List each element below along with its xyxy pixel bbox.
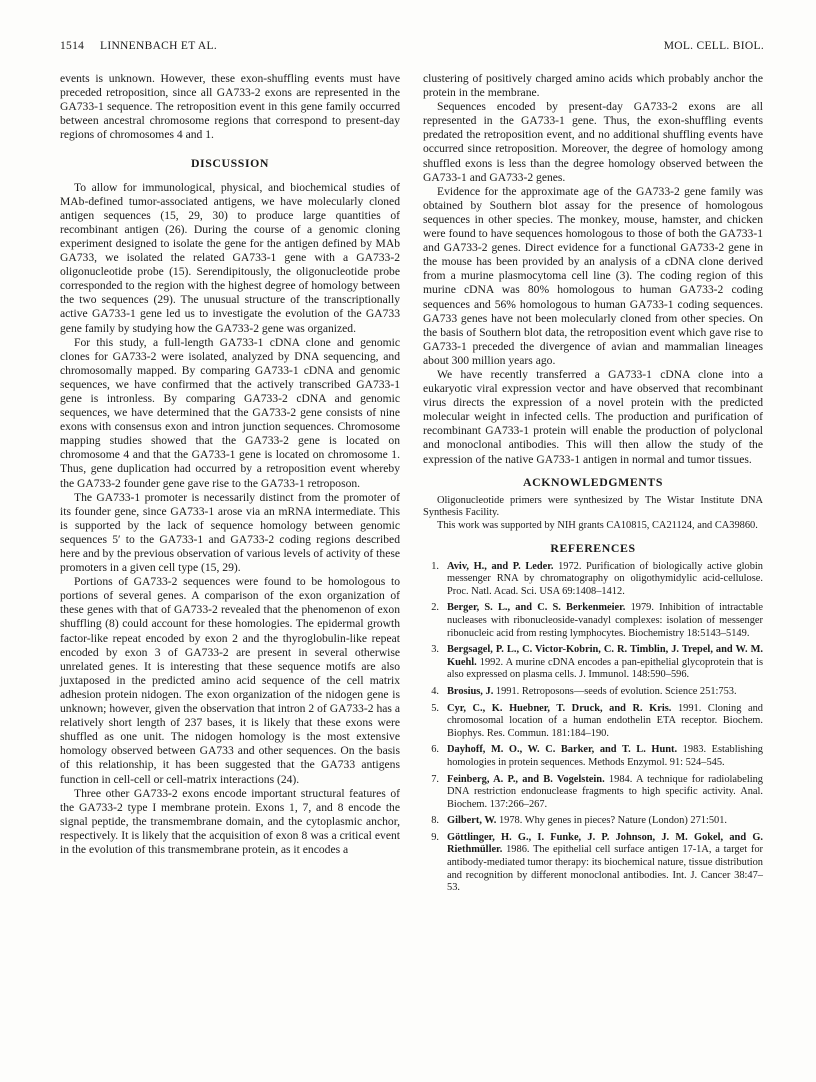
page-number: 1514 (60, 40, 85, 52)
reference-number: 4. (431, 685, 439, 697)
reference-authors: Gilbert, W. (447, 815, 497, 827)
discussion-heading: DISCUSSION (190, 156, 270, 171)
journal-name: MOL. CELL. BIOL. (663, 40, 764, 52)
discussion-paragraph-7: Evidence for the approximate age of the GA733-2 gene family was obtained by Southern blot assay for the presence of homologous sequences in other species. The monkey, mouse, hamster, and chicken were found to have sequences homologous to those of both the GA733-1 and GA733-2 genes. Direct evidence for a functional GA733-2 gene in the mouse has been provided by an analysis of a cDNA clone derived from a murine plasmocytoma cell line (3). The coding region of this murine cDNA was 80% homologous to human GA733-2 coding sequences and 56% homologous to human GA733-1 coding sequences. GA733 genes have not been molecularly cloned from other species. On the basis of Southern blot data, the retroposition event which gave rise to GA733-1 preceded the divergence of avian and mammalian lineages about 300 million years ago. (423, 184, 763, 367)
reference-authors: Bergsagel, P. L., C. Victor-Kobrin, C. R. Timblin, J. Trepel, and W. M. Kuehl. (447, 644, 763, 668)
reference-list (423, 561, 763, 895)
discussion-paragraph-2: For this study, a full-length GA733-1 cDNA clone and genomic clones for GA733-2 were isolated, analyzed by DNA sequencing, and chromosomally mapped. By comparing GA733-1 cDNA and genomic sequences, we have confirmed that the actively transcribed GA733-1 gene is intronless. By comparing GA733-2 cDNA and genomic sequences, we have determined that the GA733-2 gene consists of nine exons with consensus exon and intron junction sequences. Chromosome mapping studies showed that the GA733-2 gene is located on chromosome 4 and that the GA733-1 gene is located on chromosome 1. Thus, gene duplication had occurred by a retroposition event whereby the GA733-2 founder gene gave rise to the GA733-1 retroposon. (60, 335, 400, 490)
reference-authors: Aviv, H., and P. Leder. (447, 560, 554, 572)
reference-item (423, 602, 763, 640)
reference-item (423, 832, 763, 895)
reference-number: 3. (431, 644, 439, 656)
reference-authors: Dayhoff, M. O., W. C. Barker, and T. L. Hunt. (447, 744, 678, 756)
reference-item (423, 744, 763, 769)
ack-paragraph-2: This work was supported by NIH grants CA10815, CA21124, and CA39860. (437, 519, 758, 531)
reference-authors: Göttlinger, H. G., I. Funke, J. P. Johnson, J. M. Gokel, and G. Riethmüller. (447, 831, 763, 856)
discussion-paragraph-1: To allow for immunological, physical, and biochemical studies of MAb-defined tumor-associated antigens, we have molecularly cloned antigen sequences (15, 29, 30) to produce large quantities of recombinant antigen (26). During the course of a genomic cloning experiment designed to isolate the gene for the antigen defined by MAb GA733, we isolated the related GA733-1 gene with a GA733-2 oligonucleotide probe (15). Serendipitously, the oligonucleotide probe corresponded to the region with the highest degree of homology between the two sequences (29). The unusual structure of the transcriptionally active GA733-1 gene led us to investigate the evolution of the GA733 gene family by studying how the GA733-2 gene was organized. (60, 180, 400, 335)
reference-number: 7. (431, 773, 439, 785)
running-header (60, 40, 764, 58)
reference-text: 1992. A murine cDNA encodes a pan-epithelial glycoprotein that is also expressed on plasma cells. J. Immunol. 148:590–596. (447, 656, 763, 681)
reference-number: 8. (431, 815, 439, 827)
continued-paragraph: events is unknown. However, these exon-shuffling events must have preceded retroposition, since all GA733-2 exons are represented in the GA733-1 sequence. The retroposition event in this gene family occurred between ancestral chromosome regions that correspond to present-day regions of chromosomes 4 and 1. (60, 72, 400, 142)
reference-item (423, 561, 763, 599)
reference-item (423, 774, 763, 812)
acknowledgments (423, 495, 763, 533)
reference-text: 1972. Purification of biologically active globin messenger RNA by chromatography on oligothymidylic acid-cellulose. Proc. Natl. Acad. Sci. USA 69:1408–1412. (447, 560, 763, 597)
reference-number: 1. (431, 560, 439, 572)
reference-authors: Cyr, C., K. Huebner, T. Druck, and R. Kris. (447, 702, 672, 714)
reference-text: 1986. The epithelial cell surface antigen 17-1A, a target for antibody-mediated tumor therapy: its biochemical nature, tissue distribution and recognition by different monoclonal antibodies. Int. J. Cancer 38:47–53. (447, 844, 763, 894)
reference-text: 1978. Why genes in pieces? Nature (London) 271:501. (496, 815, 728, 827)
reference-text: 1983. Establishing homologies in protein sequences. Methods Enzymol. 91: 524–545. (447, 744, 764, 768)
references-heading: REFERENCES (550, 540, 636, 555)
continued-paragraph-right: clustering of positively charged amino acids which probably anchor the protein in the membrane. (423, 72, 763, 100)
reference-authors: Brosius, J. (447, 685, 494, 697)
acknowledgments-heading: ACKNOWLEDGMENTS (522, 474, 664, 489)
reference-number: 9. (431, 831, 439, 843)
discussion-paragraph-6: Sequences encoded by present-day GA733-2 exons are all represented in the GA733-1 gene. Thus, the exon-shuffling events predated the retroposition event, and no additional shuffling events have occurred since retroposition. Moreover, the degree of homology among shuffled exons is less than the degree homology observed between the GA733-1 and GA733-2 genes. (423, 100, 763, 184)
reference-number: 5. (431, 702, 439, 714)
reference-number: 6. (431, 744, 439, 756)
reference-text: 1979. Inhibition of intractable nucleases with ribonucleoside-vanadyl complexes: isolation of messenger ribonucleic acid from resting lymphocytes. Biochemistry 18:5143–5149. (447, 602, 763, 639)
ack-paragraph-1: Oligonucleotide primers were synthesized by The Wistar Institute DNA Synthesis Facility. (423, 494, 763, 519)
left-column (60, 72, 400, 857)
discussion-paragraph-3: The GA733-1 promoter is necessarily distinct from the promoter of its founder gene, since GA733-1 arose via an mRNA intermediate. This is supported by the lack of sequence homology between genomic sequences 5′ to the GA733-1 and GA733-2 coding regions described here and by the previous observation of various levels of activity of these promoters in a given cell type (15, 29). (60, 490, 400, 575)
reference-item (423, 686, 763, 699)
reference-authors: Feinberg, A. P., and B. Vogelstein. (447, 773, 605, 785)
reference-number: 2. (431, 602, 439, 614)
discussion-paragraph-4: Portions of GA733-2 sequences were found to be homologous to portions of several genes. A comparison of the exon organization of these genes with that of GA733-2 revealed that the phenomenon of exon shuffling (8) could account for these homologies. The epidermal growth factor-like repeat encoded by exon 2 and the thyroglobulin-like repeat encoded by exon 3 of GA733-2 are present in several otherwise unrelated genes. It is interesting that these sequence motifs are also juxtaposed in the predicted amino acid sequence of the cell matrix adhesion protein nidogen. The exon organization of the nidogen gene is unknown; however, given the observation that intron 2 of GA733-2 has a relatively short length of 237 bases, it is likely that these exons were shuffled as one unit. The nidogen homology is the most extensive homology observed between GA733 and other sequences. On the basis of this relationship, it has been suggested that the GA733 antigens function in cell-cell or cell-matrix interactions (24). (60, 575, 400, 786)
reference-text: 1991. Retroposons—seeds of evolution. Science 251:753. (493, 685, 737, 697)
right-column (423, 72, 763, 899)
reference-authors: Berger, S. L., and C. S. Berkenmeier. (447, 602, 626, 614)
discussion-paragraph-8: We have recently transferred a GA733-1 cDNA clone into a eukaryotic viral expression vector and have observed that recombinant virus directs the expression of a novel protein with the predicted molecular weight in infected cells. The production and purification of recombinant GA733-1 protein will enable the production of polyclonal and monoclonal antibodies. This will then allow the study of the expression of the native GA733-1 antigen in normal and tumor tissues. (423, 367, 763, 466)
discussion-paragraph-5: Three other GA733-2 exons encode important structural features of the GA733-2 type I membrane protein. Exons 1, 7, and 8 encode the signal peptide, the transmembrane domain, and the cytoplasmic anchor, respectively. It is likely that the acquisition of exon 8 was a critical event in the evolution of this transmembrane protein, as it encodes a (60, 786, 400, 856)
reference-item (423, 644, 763, 682)
reference-text: 1984. A technique for radiolabeling DNA restriction endonuclease fragments to high specific activity. Anal. Biochem. 137:266–267. (447, 773, 763, 810)
reference-item (423, 703, 763, 741)
reference-text: 1991. Cloning and chromosomal location of a human endothelin ETA receptor. Biochem. Biophys. Res. Commun. 181:184–190. (447, 702, 763, 739)
running-authors: LINNENBACH ET AL. (100, 40, 218, 52)
reference-item (423, 815, 763, 828)
